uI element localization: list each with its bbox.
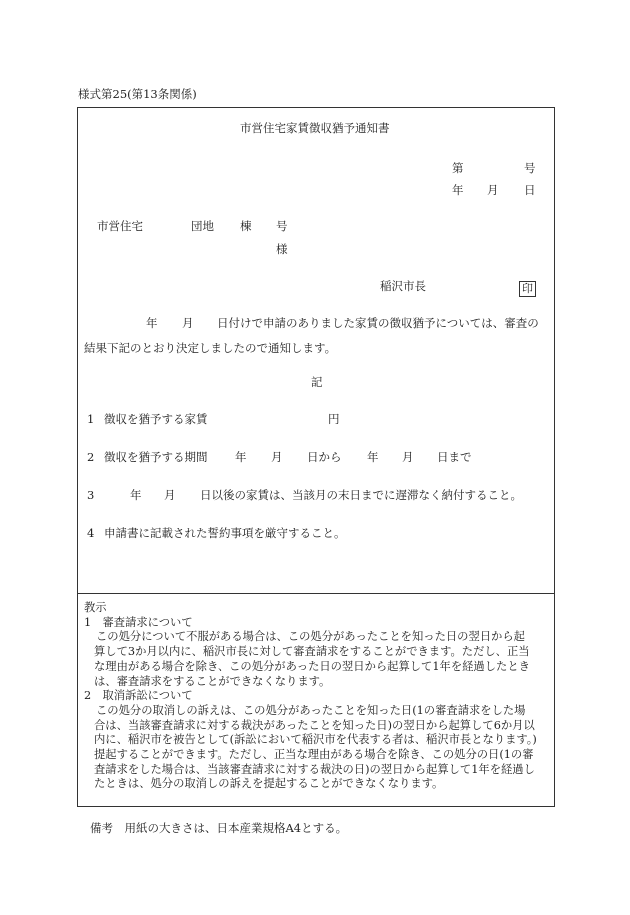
- seal-mark: [519, 277, 536, 297]
- recipient-danchi: 団地: [191, 219, 214, 233]
- item-2-end-month: 月: [402, 450, 414, 464]
- notice-section-1-line: 算して3か月以内に、稲沢市長に対して審査請求をすることができます。ただし、正当: [94, 645, 530, 659]
- notice-section-1-line: この処分について不服がある場合は、この処分があったことを知った日の翌日から起: [96, 630, 525, 644]
- ki-heading: 記: [311, 375, 323, 389]
- body-line-1: 日付けで申請のありました家賃の徴収猶予については、審査の: [217, 316, 539, 330]
- item-2-start-month: 月: [271, 450, 283, 464]
- notice-section-2-line: 査請求をした場合は、当該審査請求に対する裁決の日)の翌日から起算して1年を経過し: [94, 762, 535, 776]
- item-1-unit: 円: [328, 412, 340, 426]
- item-1-number: 1: [87, 412, 95, 426]
- item-2-start-day: 日から: [307, 450, 342, 464]
- date-year: 年: [452, 183, 464, 197]
- item-2-end-year: 年: [367, 450, 379, 464]
- item-3-year: 年: [130, 488, 142, 502]
- item-3-text: 日以後の家賃は、当該月の末日までに遅滞なく納付すること。: [200, 488, 522, 502]
- notice-section-1-title: 1 審査請求について: [84, 615, 193, 629]
- issuer-name: 稲沢市長: [380, 279, 426, 293]
- date-day: 日: [524, 183, 536, 197]
- seal-stamp-box: 印: [519, 281, 536, 297]
- recipient-prefix: 市営住宅: [97, 219, 143, 233]
- notice-section-2-title: 2 取消訴訟について: [84, 689, 193, 703]
- item-2-label: 徴収を猶予する期間: [104, 450, 208, 464]
- form-number-label: 様式第25(第13条関係): [78, 87, 197, 101]
- document-title: 市営住宅家賃徴収猶予通知書: [240, 121, 390, 135]
- item-4-text: 申請書に記載された誓約事項を厳守すること。: [104, 526, 346, 540]
- notice-section-2-line: 合は、当該審査請求に対する裁決があったことを知った日)の翌日から起算して6か月以: [94, 718, 535, 732]
- recipient-tou: 棟: [240, 219, 252, 233]
- body-year: 年: [146, 316, 158, 330]
- recipient-gou: 号: [276, 219, 288, 233]
- date-month: 月: [487, 183, 499, 197]
- item-3-month: 月: [164, 488, 176, 502]
- item-4-number: 4: [87, 526, 95, 540]
- item-3-number: 3: [87, 488, 95, 502]
- appeal-notice: [84, 601, 550, 792]
- item-2-end-day: 日まで: [437, 450, 472, 464]
- item-2-start-year: 年: [235, 450, 247, 464]
- recipient-honorific: 様: [276, 242, 288, 256]
- notice-section-2-line: 提起することができます。ただし、正当な理由がある場合を除き、この処分の日(1の審: [94, 748, 534, 762]
- section-divider: [77, 593, 555, 594]
- number-prefix: 第: [452, 161, 464, 175]
- number-suffix: 号: [524, 161, 536, 175]
- body-line-2: 結果下記のとおり決定しましたので通知します。: [84, 341, 337, 355]
- item-1-label: 徴収を猶予する家賃: [104, 412, 208, 426]
- item-2-number: 2: [87, 450, 95, 464]
- notice-section-2-line: この処分の取消しの訴えは、この処分があったことを知った日(1の審査請求をした場: [96, 703, 526, 717]
- notice-section-1-line: は、審査請求をすることができなくなります。: [94, 674, 331, 688]
- notice-heading: 教示: [84, 601, 107, 614]
- remarks-note: 備考 用紙の大きさは、日本産業規格A4とする。: [90, 821, 348, 835]
- notice-section-2-line: たときは、処分の取消しの訴えを提起することができなくなります。: [94, 777, 444, 791]
- body-month: 月: [182, 316, 194, 330]
- notice-section-1-line: な理由がある場合を除き、この処分があった日の翌日から起算して1年を経過したとき: [94, 659, 530, 673]
- notice-section-2-line: 内に、稲沢市を被告として(訴訟において稲沢市を代表する者は、稲沢市長となります。): [94, 733, 537, 747]
